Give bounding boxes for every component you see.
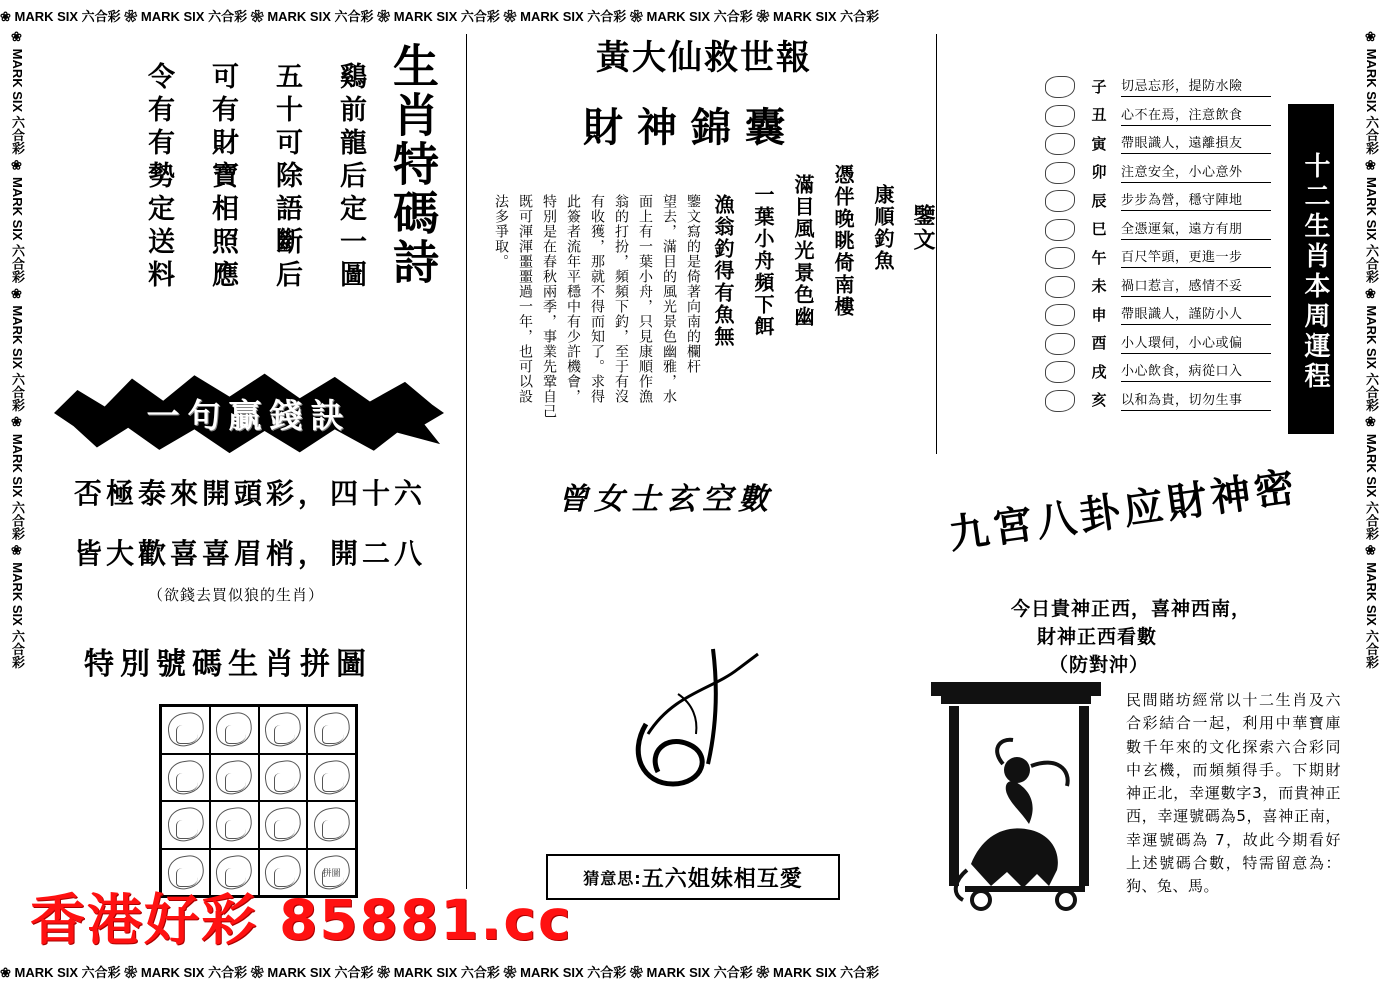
border-left-text: ❀ MARK SIX 六合彩 [10, 30, 25, 159]
zodiac-name: 子 [1091, 77, 1107, 96]
table-row [1041, 186, 1271, 215]
table-row [1041, 357, 1271, 386]
zodiac-snake-icon [1041, 216, 1077, 242]
zodiac-weekly-title: 十二生肖本周運程 [1288, 104, 1334, 434]
zodiac-name: 丑 [1091, 106, 1107, 125]
border-top-marquee [0, 0, 1388, 34]
puzzle-cell [259, 801, 308, 849]
verse-col-5: 漁翁釣得有魚無 [711, 194, 735, 348]
verse-col-4: 一葉小舟頻下餌 [751, 184, 775, 338]
zodiac-forecast: 帶眼識人，遠離損友 [1121, 132, 1271, 154]
border-left-marquee [0, 30, 34, 950]
zodiac-name: 戌 [1091, 362, 1107, 381]
border-right-text-5: ❀ MARK SIX 六合彩 [1364, 543, 1379, 669]
border-right-text: ❀ MARK SIX 六合彩 [1364, 30, 1379, 159]
border-top-text: ❀ MARK SIX 六合彩 [0, 9, 125, 24]
zodiac-name: 未 [1091, 277, 1107, 296]
zodiac-forecast: 小人環伺，小心或偏 [1121, 332, 1271, 354]
puzzle-cell [161, 801, 210, 849]
border-left-text-3: ❀ MARK SIX 六合彩 [10, 286, 25, 416]
puzzle-cell [161, 706, 210, 754]
zodiac-forecast: 小心飲食，病從口入 [1121, 360, 1271, 382]
zodiac-name: 申 [1091, 305, 1107, 324]
explanation-col-5: 此簽者流年平穩中有少許機會， [565, 194, 581, 404]
zodiac-name: 亥 [1091, 391, 1107, 410]
border-top-text-5: ❀ MARK SIX 六合彩 [503, 9, 630, 24]
border-right-text-2: ❀ MARK SIX 六合彩 [1364, 158, 1379, 287]
zodiac-dragon-icon [1041, 187, 1077, 213]
left-poem-line-4: 令有有勢定送料 [143, 62, 174, 293]
puzzle-caption: 拼圖 [322, 868, 341, 879]
left-poem-line-2: 五十可除語斷后 [271, 62, 302, 293]
border-top-text-7: ❀ MARK SIX 六合彩 [756, 9, 880, 24]
border-bottom-text: ❀ MARK SIX 六合彩 [0, 965, 125, 980]
zodiac-rooster-icon [1041, 330, 1077, 356]
explanation-col-1: 望去，滿目的風光景色幽雅，水 [661, 194, 677, 404]
left-poem-line-3: 可有財寶相照應 [207, 62, 238, 293]
border-bottom-text-4: ❀ MARK SIX 六合彩 [377, 965, 504, 980]
middle-panel [468, 34, 938, 929]
left-panel [36, 34, 466, 929]
verse-col-1: 康順釣魚 [871, 184, 895, 272]
explanation-col-4: 有收獲，那就不得而知了。求得 [589, 194, 605, 404]
zodiac-name: 午 [1091, 248, 1107, 267]
zodiac-forecast: 帶眼識人，謹防小人 [1121, 303, 1271, 325]
table-row [1041, 101, 1271, 130]
zodiac-goat-icon [1041, 273, 1077, 299]
border-bottom-text-3: ❀ MARK SIX 六合彩 [250, 965, 378, 980]
bagua-line-1: 今日貴神正西，喜神西南， [1011, 598, 1252, 620]
puzzle-cell [210, 754, 259, 802]
site-watermark: 香港好彩 85881.cc [30, 888, 573, 952]
paper-masthead-title: 黃大仙救世報 [596, 38, 812, 78]
explanation-col-2: 面上有一葉小舟，只見康順作漁 [637, 194, 653, 404]
table-row [1041, 300, 1271, 329]
explanation-col-0: 鑒文寫的是倚著向南的欄杆 [685, 194, 701, 374]
riddle-box [546, 854, 840, 900]
explanation-col-6: 特別是在春秋兩季，事業先鞏自己 [541, 194, 557, 419]
zodiac-monkey-icon [1041, 301, 1077, 327]
puzzle-cell [307, 801, 356, 849]
table-row [1041, 215, 1271, 244]
explanation-col-8: 法多爭取。 [493, 194, 509, 269]
puzzle-cell [210, 706, 259, 754]
right-panel [941, 34, 1352, 929]
border-left-text-2: ❀ MARK SIX 六合彩 [10, 158, 25, 287]
left-poem-line-1: 鷄前龍后定一圖 [335, 62, 366, 293]
zodiac-forecast: 心不在焉，注意飲食 [1121, 104, 1271, 126]
bagua-wealth-god-title: 九宮八卦应財神密 [946, 462, 1302, 559]
border-bottom-text-2: ❀ MARK SIX 六合彩 [124, 965, 251, 980]
zodiac-name: 酉 [1091, 334, 1107, 353]
zodiac-forecast: 步步為營，穩守陣地 [1121, 189, 1271, 211]
couplet-note: （欲錢去買似狼的生肖） [148, 586, 325, 604]
zodiac-forecast: 禍口惹言，感情不妥 [1121, 275, 1271, 297]
zodiac-name: 寅 [1091, 134, 1107, 153]
table-row [1041, 272, 1271, 301]
zodiac-forecast: 切忌忘形，提防水險 [1121, 75, 1271, 97]
bagua-line-3: （防對沖） [1049, 654, 1150, 676]
zodiac-name: 辰 [1091, 191, 1107, 210]
zodiac-dog-icon [1041, 358, 1077, 384]
burst-label: 一句贏錢訣 [146, 395, 352, 435]
zodiac-forecast: 全憑運氣，遠方有朋 [1121, 218, 1271, 240]
border-bottom-text-5: ❀ MARK SIX 六合彩 [503, 965, 630, 980]
riddle-text: 五六姐妹相互愛 [641, 866, 803, 892]
zodiac-rabbit-icon [1041, 159, 1077, 185]
explanation-col-3: 翁的打扮，頻頻下釣，至于有沒 [613, 194, 629, 404]
border-top-text-4: ❀ MARK SIX 六合彩 [377, 9, 504, 24]
table-row [1041, 329, 1271, 358]
bagua-line-2: 財神正西看數 [1037, 626, 1158, 648]
border-top-text-2: ❀ MARK SIX 六合彩 [124, 9, 251, 24]
riddle-label: 猜意思: [583, 868, 642, 888]
puzzle-cell [259, 706, 308, 754]
warrior-on-horse-illustration [911, 674, 1141, 924]
verse-col-2: 憑伴晚眺倚南樓 [831, 164, 855, 318]
border-right-text-4: ❀ MARK SIX 六合彩 [1364, 415, 1379, 544]
zodiac-rat-icon [1041, 73, 1077, 99]
border-bottom-marquee [0, 959, 1388, 987]
couplet-line-2: 皆大歡喜喜眉梢，開二八 [74, 537, 427, 570]
table-row [1041, 243, 1271, 272]
puzzle-cell [307, 706, 356, 754]
border-left-text-4: ❀ MARK SIX 六合彩 [10, 415, 25, 544]
author-signature-title: 曾女士玄空數 [558, 482, 774, 517]
border-left-text-5: ❀ MARK SIX 六合彩 [10, 543, 25, 669]
content-area [36, 34, 1352, 929]
puzzle-cell [307, 754, 356, 802]
left-title: 生肖特碼詩 [386, 42, 440, 287]
brush-glyph-drawing [618, 634, 788, 824]
divider-left [466, 34, 467, 889]
explanation-col-7: 既可渾渾噩噩過一年，也可以設 [517, 194, 533, 404]
fortune-pouch-title: 財神錦囊 [583, 104, 799, 151]
border-top-text-6: ❀ MARK SIX 六合彩 [629, 9, 757, 24]
border-bottom-text-6: ❀ MARK SIX 六合彩 [629, 965, 757, 980]
zodiac-name: 卯 [1091, 163, 1107, 182]
zodiac-name: 巳 [1091, 220, 1107, 239]
win-money-burst-banner [54, 372, 444, 454]
table-row [1041, 129, 1271, 158]
border-right-text-3: ❀ MARK SIX 六合彩 [1364, 286, 1379, 416]
border-bottom-text-7: ❀ MARK SIX 六合彩 [756, 965, 880, 980]
couplet-line-1: 否極泰來開頭彩，四十六 [74, 477, 427, 510]
lottery-article-text: 民間賭坊經常以十二生肖及六合彩結合一起，利用中華寶庫數千年來的文化探索六合彩同中玄機，而頻頻得手。下期財神正北，幸運數字3，而貴神正西，幸運號碼為5，喜神正南，幸運號碼為 7，故此今期看好上述號碼合數，特需留意為：狗、兔、馬。 [1126, 691, 1341, 895]
verse-col-0: 鑒文 [910, 204, 935, 252]
zodiac-tiger-icon [1041, 130, 1077, 156]
zodiac-ox-icon [1041, 102, 1077, 128]
special-number-zodiac-puzzle-heading: 特別號碼生肖拼圖 [84, 647, 372, 682]
table-row [1041, 386, 1271, 415]
table-row [1041, 72, 1271, 101]
puzzle-cell [161, 754, 210, 802]
zodiac-forecast: 百尺竿頭，更進一步 [1121, 246, 1271, 268]
zodiac-forecast: 注意安全，小心意外 [1121, 161, 1271, 183]
verse-col-3: 滿目風光景色幽 [791, 174, 815, 328]
zodiac-pig-icon [1041, 387, 1077, 413]
zodiac-horse-icon [1041, 244, 1077, 270]
puzzle-cell [259, 754, 308, 802]
zodiac-forecast: 以和為貴，切勿生事 [1121, 389, 1271, 411]
border-right-marquee [1354, 30, 1388, 950]
zodiac-puzzle-grid [159, 704, 358, 898]
table-row [1041, 158, 1271, 187]
puzzle-cell [210, 801, 259, 849]
border-top-text-3: ❀ MARK SIX 六合彩 [250, 9, 378, 24]
zodiac-forecast-table [1041, 72, 1271, 414]
